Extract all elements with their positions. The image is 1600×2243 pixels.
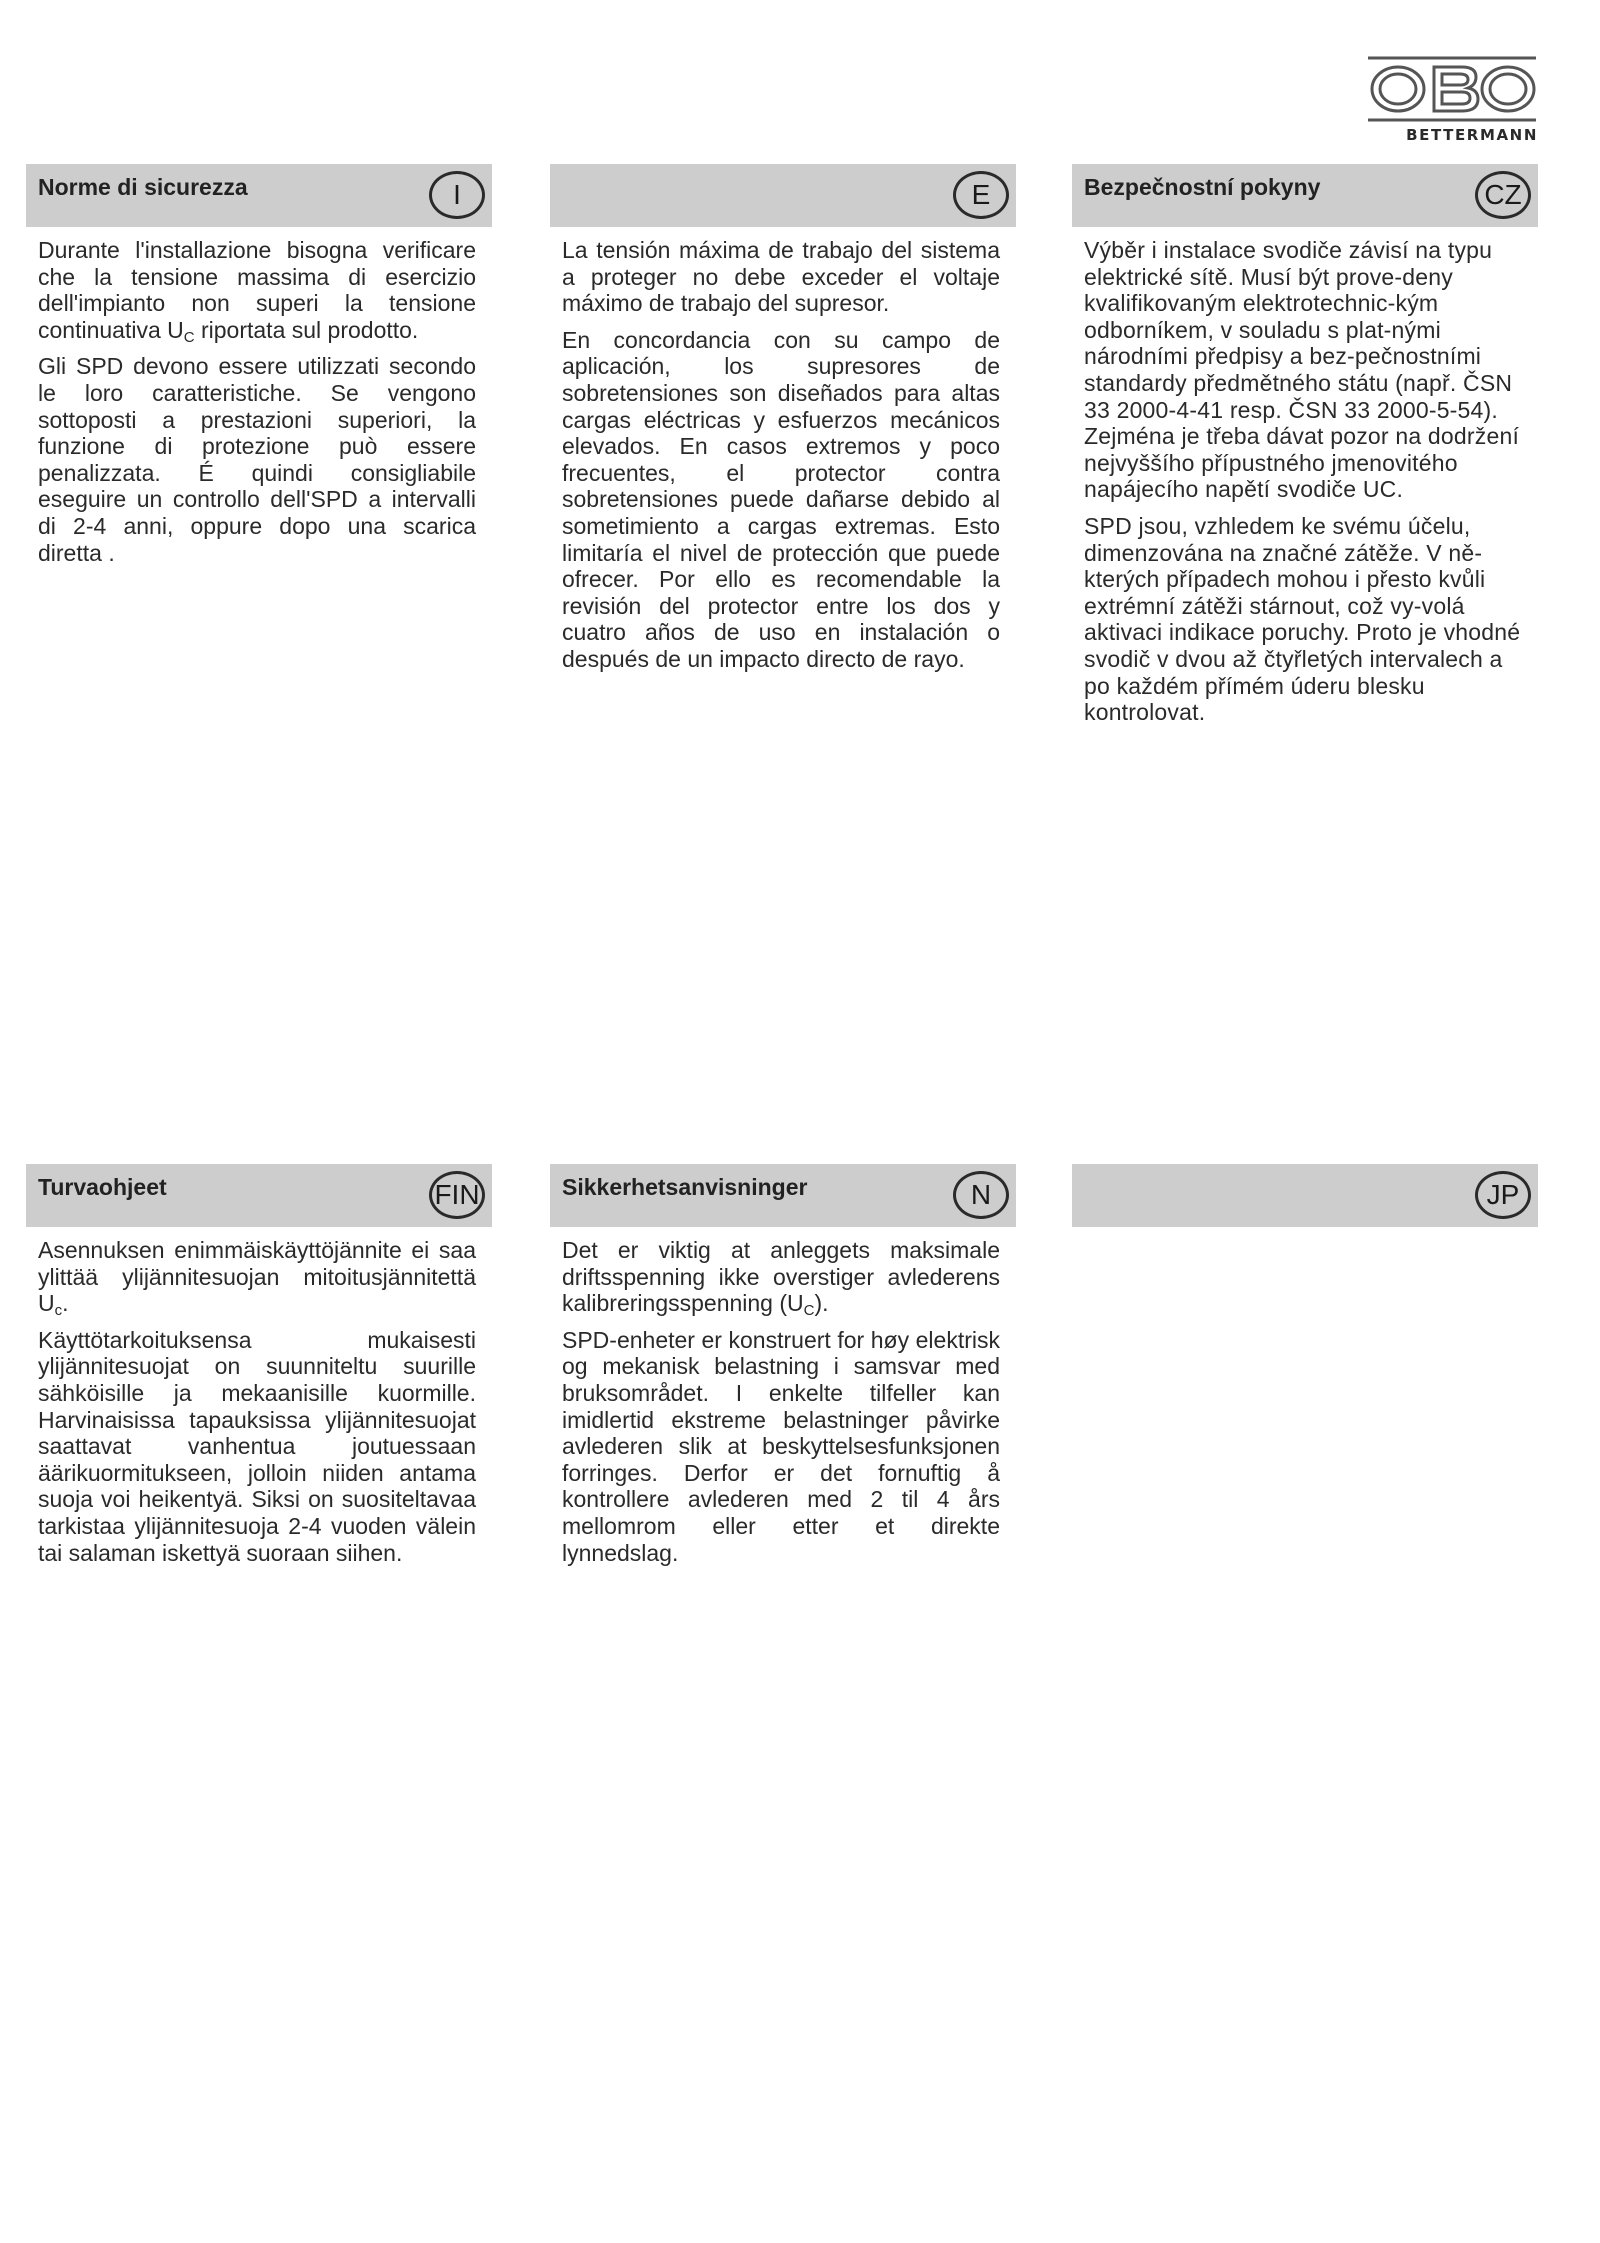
section-header: [550, 1164, 1016, 1227]
section-spanish: [550, 164, 1016, 683]
paragraph: En concordancia con su campo de aplicación, los supresores de sobretensiones son diseñados para altas cargas eléctricas y esfuerzos mecánicos elevados. En casos extremos y poco frecuentes, el protector contra sobretensiones puede dañarse debido al sometimiento a cargas extremas. Esto limitaría el nivel de protección que puede ofrecer. Por ello es recomendable la revisión del protector entre los dos y cuatro años de uso en instalación o después de un impacto directo de rayo.: [562, 326, 1000, 672]
language-badge: N: [953, 1171, 1009, 1219]
section-japanese: [1072, 1164, 1538, 1227]
section-norwegian: [550, 1164, 1016, 1576]
section-body: [26, 1227, 492, 1566]
paragraph: Det er viktig at anleggets maksimale driftsspenning ikke overstiger avlederens kalibreringsspenning $(U_C)$.: [562, 1237, 1000, 1320]
section-header: [26, 1164, 492, 1227]
paragraph: La tensión máxima de trabajo del sistema a proteger no debe exceder el voltaje máximo de trabajo del supresor.: [562, 237, 1000, 317]
paragraph: Durante l'installazione bisogna verificare che la tensione massima di esercizio dell'impianto non superi la tensione continuativa $U_C$ riportata sul prodotto.: [38, 237, 476, 346]
paragraph: Asennuksen enimmäiskäyttöjännite ei saa ylittää ylijännitesuojan mitoitusjännitettä $U_c$.: [38, 1237, 476, 1320]
language-badge: E: [953, 171, 1009, 219]
obo-logo-graphic: [1366, 54, 1538, 126]
section-body: [1072, 227, 1538, 726]
section-finnish: [26, 1164, 492, 1576]
section-title: Norme di sicurezza: [38, 174, 248, 200]
section-header: [550, 164, 1016, 227]
language-badge: CZ: [1475, 171, 1531, 219]
section-header: [1072, 1164, 1538, 1227]
language-badge: JP: [1475, 1171, 1531, 1219]
paragraph: Výběr i instalace svodiče závisí na typu elektrické sítě. Musí být prove-deny kvalifikovaným elektrotechnic-kým odborníkem, v souladu s plat-nými národními předpisy a bez-pečnostními standardy předmětného státu (např. ČSN 33 2000-4-41 resp. ČSN 33 2000-5-54). Zejména je třeba dávat pozor na dodržení nejvyššího přípustného jmenovitého napájecího napětí svodiče UC.: [1084, 237, 1520, 503]
language-badge: FIN: [429, 1171, 485, 1219]
section-italian: [26, 164, 492, 576]
language-badge: I: [429, 171, 485, 219]
section-title: Bezpečnostní pokyny: [1084, 174, 1321, 200]
paragraph: Käyttötarkoituksensa mukaisesti ylijännitesuojat on suunniteltu suurille sähköisille ja mekaanisille kuormille. Harvinaisissa tapauksissa ylijännitesuojat saattavat vanhentua joutuessaan äärikuormitukseen, jolloin niiden antama suoja voi heikentyä. Siksi on suositeltavaa tarkistaa ylijännitesuoja 2-4 vuoden välein tai salaman iskettyä suoraan siihen.: [38, 1326, 476, 1566]
section-header: [1072, 164, 1538, 227]
section-body: [26, 227, 492, 566]
section-body: [550, 1227, 1016, 1566]
section-czech: [1072, 164, 1538, 736]
paragraph: SPD-enheter er konstruert for høy elektrisk og mekanisk belastning i samsvar med bruksområdet. I enkelte tilfeller kan imidlertid ekstreme belastninger påvirke avlederen slik at beskyttelsesfunksjonen forringes. Derfor er det fornuftig å kontrollere avlederen med 2 til 4 års mellomrom eller etter et direkte lynnedslag.: [562, 1326, 1000, 1566]
section-header: [26, 164, 492, 227]
section-title: Turvaohjeet: [38, 1174, 167, 1200]
section-title: Sikkerhetsanvisninger: [562, 1174, 808, 1200]
paragraph: Gli SPD devono essere utilizzati secondo le loro caratteristiche. Se vengono sottoposti a prestazioni superiori, la funzione di protezione può essere penalizzata. É quindi consigliabile eseguire un controllo dell'SPD a intervalli di 2-4 anni, oppure dopo una scarica diretta .: [38, 353, 476, 566]
paragraph: SPD jsou, vzhledem ke svému účelu, dimenzována na značné zátěže. V ně-kterých případech mohou i přesto kvůli extrémní zátěži stárnout, což vy-volá aktivaci indikace poruchy. Proto je vhodné svodič v dvou až čtyřletých intervalech a po každém přímém úderu blesku kontrolovat.: [1084, 512, 1521, 726]
brand-name: BETTERMANN: [1406, 126, 1538, 144]
section-body: [550, 227, 1016, 673]
